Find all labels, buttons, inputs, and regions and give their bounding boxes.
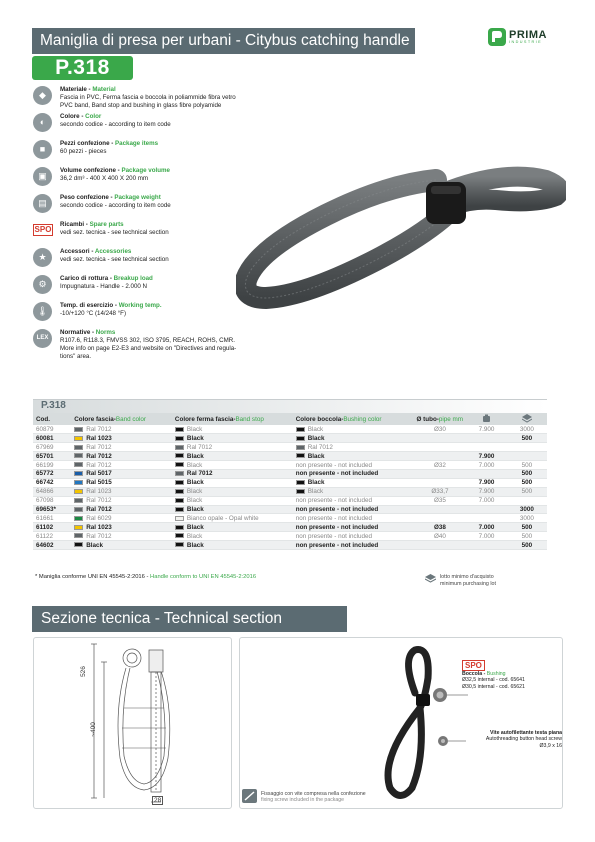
spec-law: LEX Normative - Norms R107.6, R118.3, FMVSS 302, ISO 3795, REACH, ROHS, CMR. More info on page E2-E3 and website on "Directives and regula- tions" area. [33, 329, 303, 369]
table-row [33, 505, 547, 514]
cell-weight: 7.000 [466, 523, 506, 532]
brand-name: PRIMA [509, 29, 547, 41]
cell-qty: 3000 [507, 514, 547, 523]
table-row [33, 452, 547, 461]
band-swatch [74, 489, 83, 494]
cell-band: Ral 5017 [71, 469, 172, 478]
technical-drawing-panel [33, 637, 232, 809]
min-lot-legend: lotto minimo d'acquisto minimum purchasing lot [440, 574, 496, 587]
cell-stop: Black [172, 541, 293, 550]
col-weight [466, 413, 506, 425]
cell-band: Ral 7012 [71, 452, 172, 461]
cell-stop: Ral 7012 [172, 469, 293, 478]
spec-spare-parts: SPO Ricambi - Spare parts vedi sez. tecnica - see technical section [34, 221, 169, 236]
package-icon: ■ [33, 140, 52, 159]
spec-material: ◆ Materiale - Material Fascia in PVC, Ferma fascia e boccola in poliammide fibra vetro PVC band, Band stop and bushing in glass fibre polyamide [33, 86, 303, 113]
cell-bushing: non presente - not included [293, 496, 414, 505]
cell-pipe: Ø30 [414, 425, 467, 434]
cell-pipe: Ø33,7 [414, 487, 467, 496]
breakup-load-icon: ⚙ [33, 275, 52, 294]
stop-swatch [175, 480, 184, 485]
dim-length: ~400 [89, 722, 97, 737]
cell-qty: 500 [507, 523, 547, 532]
cell-stop: Black [172, 461, 293, 470]
product-table [33, 399, 547, 550]
cell-band: Ral 7012 [71, 532, 172, 541]
cell-stop: Black [172, 505, 293, 514]
cell-pipe: Ø32 [414, 461, 467, 470]
cell-band: Black [71, 541, 172, 550]
band-swatch [74, 525, 83, 530]
bushing-spare-info: SPO Boccola - Bushing Ø32,5 internal - cod. 65641 Ø30,5 internal - cod. 65621 [462, 661, 525, 690]
cell-band: Ral 7012 [71, 496, 172, 505]
cell-weight: 7.000 [466, 532, 506, 541]
cell-cod: 61102 [33, 523, 71, 532]
cell-stop: Ral 7012 [172, 443, 293, 452]
cell-weight [466, 514, 506, 523]
table-row [33, 532, 547, 541]
band-swatch [74, 436, 83, 441]
stop-swatch [175, 533, 184, 538]
stop-swatch [175, 489, 184, 494]
stop-swatch [175, 507, 184, 512]
stop-swatch [175, 516, 184, 521]
cell-weight: 7.000 [466, 496, 506, 505]
bushing-swatch [296, 453, 305, 458]
cell-cod: 65772 [33, 469, 71, 478]
stack-icon [425, 574, 436, 583]
cell-pipe: Ø40 [414, 532, 467, 541]
cell-pipe: Ø35 [414, 496, 467, 505]
stop-swatch [175, 427, 184, 432]
cell-bushing: non presente - not included [293, 532, 414, 541]
cell-qty: 500 [507, 487, 547, 496]
band-swatch [74, 480, 83, 485]
law-icon: LEX [33, 329, 52, 348]
col-cod: Cod. [33, 413, 71, 425]
product-photo [236, 160, 566, 310]
cell-weight [466, 443, 506, 452]
cell-qty [507, 443, 547, 452]
cell-stop: Bianco opale - Opal white [172, 514, 293, 523]
cell-weight [466, 469, 506, 478]
cell-weight: 7.900 [466, 487, 506, 496]
cell-cod: 67969 [33, 443, 71, 452]
cell-band: Ral 1023 [71, 434, 172, 443]
cell-pipe [414, 443, 467, 452]
table-row [33, 478, 547, 487]
band-swatch [74, 516, 83, 521]
cell-weight: 7.000 [466, 461, 506, 470]
cell-band: Ral 6029 [71, 514, 172, 523]
brand-logo [488, 28, 568, 46]
cell-stop: Black [172, 425, 293, 434]
spec-temperature: 🌡 Temp. di esercizio - Working temp. -10/+120 °C (14/248 °F) [33, 302, 303, 329]
cell-weight [466, 541, 506, 550]
table-row [33, 425, 547, 434]
cell-weight [466, 434, 506, 443]
bushing-swatch [296, 489, 305, 494]
cell-pipe [414, 478, 467, 487]
stop-swatch [175, 453, 184, 458]
spec-color: ◐ Colore - Color secondo codice - according to item code [33, 113, 303, 140]
cell-pipe: Ø38 [414, 523, 467, 532]
cell-stop: Black [172, 523, 293, 532]
cell-pipe [414, 452, 467, 461]
spare-parts-badge: SPO [462, 660, 485, 671]
cell-weight: 7.900 [466, 452, 506, 461]
cell-qty [507, 496, 547, 505]
cell-stop: Black [172, 496, 293, 505]
cell-stop: Black [172, 532, 293, 541]
cell-qty: 500 [507, 461, 547, 470]
cell-cod: 61122 [33, 532, 71, 541]
col-band-color: Colore fascia-Band color [71, 413, 172, 425]
product-code-badge: P.318 [32, 56, 133, 80]
technical-drawing [34, 638, 233, 810]
cell-qty: 3000 [507, 425, 547, 434]
stop-swatch [175, 445, 184, 450]
col-band-stop-color: Colore ferma fascia-Band stop [172, 413, 293, 425]
footnote: * Maniglia conforme UNI EN 45545-2:2016 - Handle conform to UNI EN 45545-2:2016 [35, 574, 257, 580]
stop-swatch [175, 542, 184, 547]
cell-qty: 500 [507, 469, 547, 478]
band-swatch [74, 462, 83, 467]
cell-bushing: non presente - not included [293, 514, 414, 523]
col-bushing-color: Colore boccola-Bushing color [293, 413, 414, 425]
band-swatch [74, 427, 83, 432]
accessories-icon: ★ [33, 248, 52, 267]
cell-pipe [414, 514, 467, 523]
temperature-icon: 🌡 [33, 302, 52, 321]
cell-bushing: non presente - not included [293, 541, 414, 550]
cell-bushing: non presente - not included [293, 469, 414, 478]
band-swatch [74, 498, 83, 503]
table-row [33, 496, 547, 505]
cell-cod: 66199 [33, 461, 71, 470]
table-header-row [33, 413, 547, 425]
spec-package: ■ Pezzi confezione - Package items 60 pezzi - pieces [33, 140, 303, 167]
stop-swatch [175, 436, 184, 441]
weight-icon [482, 414, 491, 423]
band-swatch [74, 542, 83, 547]
table-row [33, 469, 547, 478]
cell-stop: Black [172, 434, 293, 443]
bushing-swatch [296, 480, 305, 485]
band-swatch [74, 453, 83, 458]
band-swatch [74, 445, 83, 450]
cell-bushing: Black [293, 434, 414, 443]
table-row [33, 487, 547, 496]
cell-qty: 500 [507, 532, 547, 541]
cell-qty [507, 452, 547, 461]
section-title: Sezione tecnica - Technical section [41, 610, 282, 627]
table-row [33, 434, 547, 443]
cell-bushing: Black [293, 452, 414, 461]
cell-band: Ral 7012 [71, 443, 172, 452]
stop-swatch [175, 471, 184, 476]
cell-bushing: Black [293, 478, 414, 487]
cell-cod: 67098 [33, 496, 71, 505]
spec-volume: ▣ Volume confezione - Package volume 36,2 dm³ - 400 X 400 X 200 mm [33, 167, 303, 194]
table-row [33, 443, 547, 452]
dim-width: 28 [154, 797, 162, 804]
cell-band: Ral 5015 [71, 478, 172, 487]
cell-band: Ral 7012 [71, 425, 172, 434]
cell-stop: Black [172, 452, 293, 461]
cell-bushing: Ral 7012 [293, 443, 414, 452]
cell-stop: Black [172, 478, 293, 487]
cell-cod: 60879 [33, 425, 71, 434]
cell-pipe [414, 541, 467, 550]
band-swatch [74, 507, 83, 512]
band-swatch [74, 471, 83, 476]
cell-cod: 64602 [33, 541, 71, 550]
cell-bushing: Black [293, 487, 414, 496]
cell-cod: 65701 [33, 452, 71, 461]
table-row [33, 541, 547, 550]
cell-bushing: non presente - not included [293, 523, 414, 532]
cell-bushing: Black [293, 425, 414, 434]
cell-stop: Black [172, 487, 293, 496]
cell-cod: 64866 [33, 487, 71, 496]
brand-subtitle: INDUSTRIE [509, 40, 543, 44]
screw-info: Vite autofilettante testa piana Autothreading button head screw Ø3,9 x 16 [485, 730, 562, 749]
brand-mark-icon [488, 28, 506, 46]
volume-icon: ▣ [33, 167, 52, 186]
cell-weight [466, 505, 506, 514]
cell-band: Ral 1023 [71, 523, 172, 532]
cell-cod: 60081 [33, 434, 71, 443]
table-row [33, 514, 547, 523]
dim-top: 526 [79, 666, 87, 677]
cell-qty: 500 [507, 541, 547, 550]
spec-breakup-load: ⚙ Carico di rottura - Breakup load Impugnatura - Handle - 2.000 N [33, 275, 303, 302]
cell-band: Ral 7012 [71, 461, 172, 470]
stack-icon [522, 414, 532, 423]
cell-pipe [414, 469, 467, 478]
bushing-swatch [296, 445, 305, 450]
table-row [33, 523, 547, 532]
screwdriver-icon [242, 789, 257, 803]
cell-weight: 7.900 [466, 478, 506, 487]
cell-weight: 7.900 [466, 425, 506, 434]
spec-weight: ▤ Peso confezione - Package weight secondo codice - according to item code [33, 194, 303, 221]
band-swatch [74, 533, 83, 538]
cell-cod: 69653* [33, 505, 71, 514]
bushing-swatch [296, 436, 305, 441]
cell-qty: 3000 [507, 505, 547, 514]
color-icon: ◐ [33, 113, 52, 132]
page-title: Maniglia di presa per urbani - Citybus catching handle [40, 32, 410, 49]
package-note: Fissaggio con vite compresa nella confezione fixing screw included in the package [261, 791, 366, 804]
cell-qty: 500 [507, 478, 547, 487]
weight-icon: ▤ [33, 194, 52, 213]
bushing-swatch [296, 427, 305, 432]
stop-swatch [175, 525, 184, 530]
cell-cod: 66742 [33, 478, 71, 487]
cell-pipe [414, 434, 467, 443]
stop-swatch [175, 498, 184, 503]
spare-parts-icon: SPO [34, 225, 52, 234]
spec-accessories: ★ Accessori - Accessories vedi sez. tecnica - see technical section [33, 248, 303, 275]
cell-band: Ral 7012 [71, 505, 172, 514]
cell-bushing: non presente - not included [293, 461, 414, 470]
material-icon: ◆ [33, 86, 52, 105]
cell-cod: 61661 [33, 514, 71, 523]
cell-bushing: non presente - not included [293, 505, 414, 514]
col-min-lot [507, 413, 547, 425]
cell-pipe [414, 505, 467, 514]
stop-swatch [175, 462, 184, 467]
cell-qty: 500 [507, 434, 547, 443]
cell-band: Ral 1023 [71, 487, 172, 496]
col-pipe-diameter: Ø tubo-pipe mm [414, 413, 467, 425]
table-title: P.318 [33, 399, 547, 413]
table-row [33, 461, 547, 470]
